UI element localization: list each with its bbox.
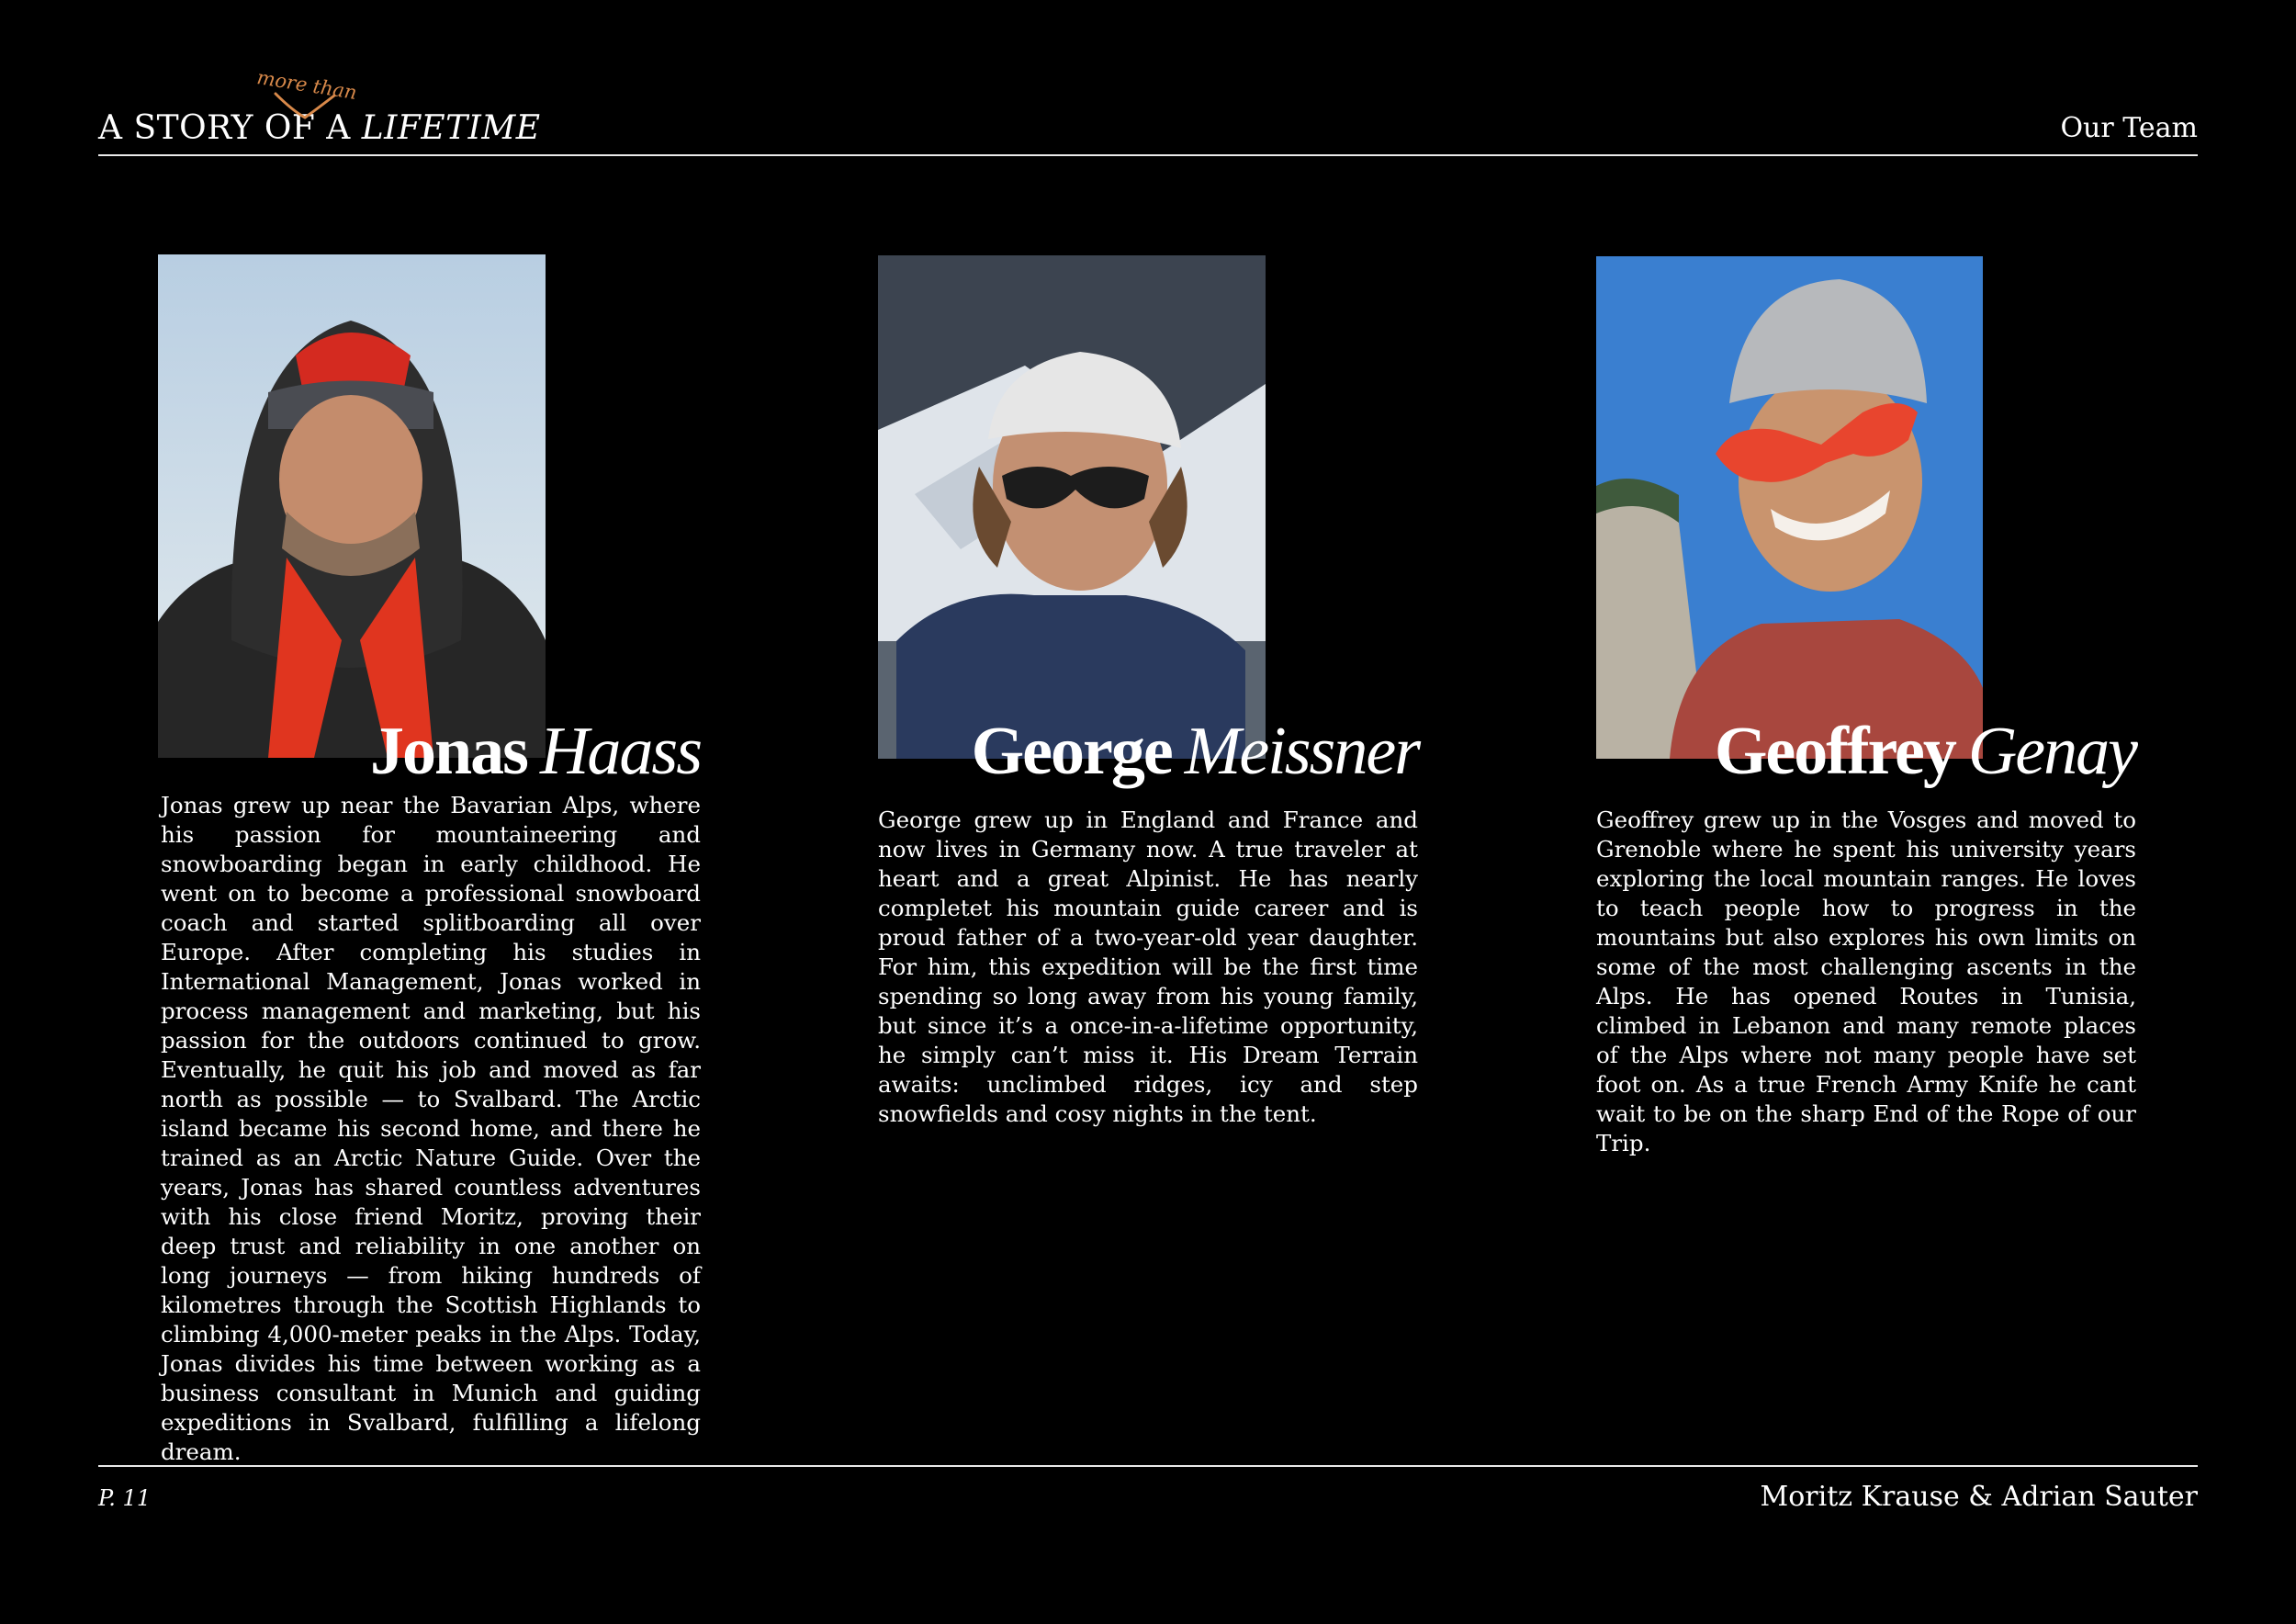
member-photo-geoffrey: [1596, 256, 1983, 759]
member-name-jonas: [370, 715, 701, 788]
member-last-name: Haass: [539, 714, 701, 789]
header-divider: [98, 154, 2198, 156]
member-bio-jonas: Jonas grew up near the Bavarian Alps, where his passion for mountaineering and snowboarding began in early childhood. He went on to become a professional snowboard coach and started splitboarding all over Europe. After completing his studies in International Management, Jonas worked in process management and marketing, but his passion for the outdoors continued to grow. Eventually, he quit his job and moved as far north as possible — to Svalbard. The Arctic island became his second home, and there he trained as an Arctic Nature Guide. Over the years, Jonas has shared countless adventures with his close friend Moritz, proving their deep trust and reliability in one another on long journeys — from hiking hundreds of kilometres through the Scottish Highlands to climbing 4,000-meter peaks in the Alps. Today, Jonas divides his time between working as a business consultant in Munich and guiding expeditions in Svalbard, fulfilling a lifelong dream.: [161, 792, 701, 1465]
member-name-george: [972, 715, 1419, 788]
footer-divider: [98, 1465, 2198, 1467]
member-first-name: Geoffrey: [1714, 714, 1955, 789]
member-first-name: Jonas: [370, 714, 527, 789]
title-prefix: A STORY OF A: [98, 109, 351, 147]
member-first-name: George: [971, 714, 1172, 789]
member-photo-jonas: [158, 254, 546, 758]
member-last-name: Genay: [1967, 714, 2136, 789]
section-title: Our Team: [2060, 112, 2198, 144]
member-photo-george: [878, 255, 1266, 759]
member-last-name: Meissner: [1184, 714, 1419, 789]
member-name-geoffrey: [1715, 715, 2136, 788]
member-bio-geoffrey: Geoffrey grew up in the Vosges and moved to Grenoble where he spent his university years exploring the local mountain ranges. He loves to teach people how to progress in the mountains but also explores his own limits on some of the most challenging ascents in the Alps. He has opened Routes in Tunisia, climbed in Lebanon and many remote places of the Alps where not many people have set foot on. As a true French Army Knife he cant wait to be on the sharp End of the Rope of our Trip.: [1596, 806, 2136, 1156]
caret-annotation-icon: [272, 90, 338, 121]
page-number: P. 11: [98, 1485, 152, 1511]
title-annotation: more than: [255, 66, 359, 105]
member-bio-george: George grew up in England and France and now lives in Germany now. A true traveler at heart and a great Alpinist. He has nearly completet his mountain guide career and is proud father of a two-year-old year daughter. For him, this expedition will be the first time spending so long away from his young family, but since it’s a once-in-a-lifetime opportunity, he simply can’t miss it. His Dream Terrain awaits: unclimbed ridges, icy and step snowfields and cosy nights in the tent.: [878, 806, 1418, 1127]
title-emphasis: LIFETIME: [361, 109, 541, 147]
authors: Moritz Krause & Adrian Sauter: [1760, 1481, 2198, 1513]
